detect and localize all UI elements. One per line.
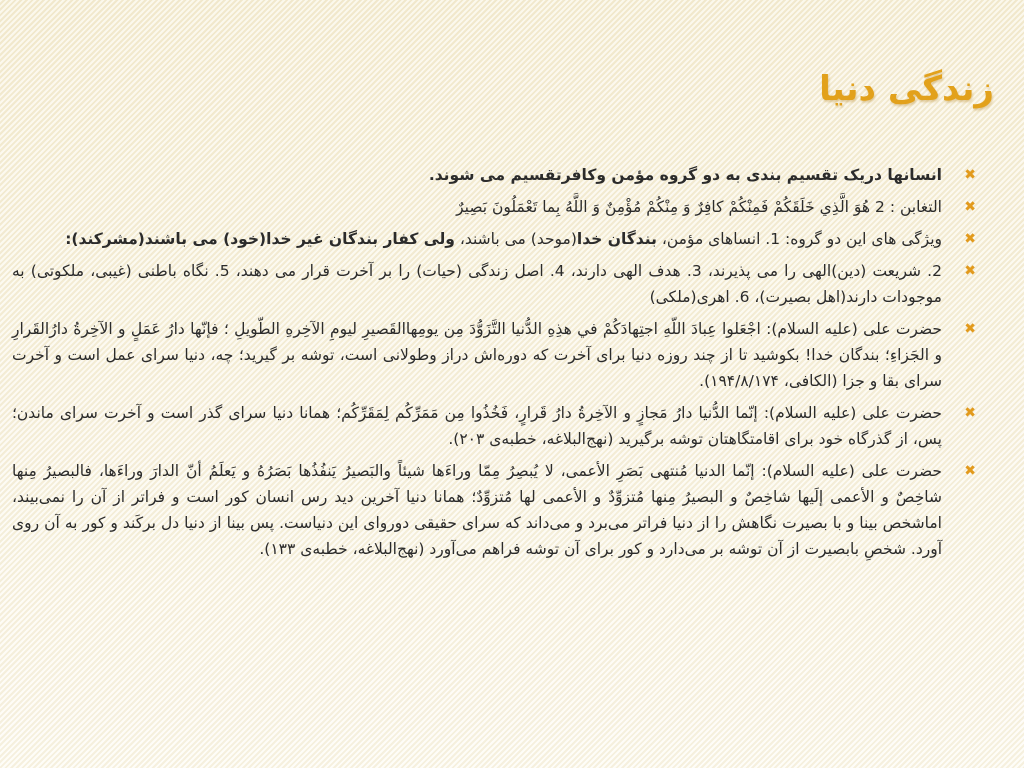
bullet-text-part: ویژگی های این دو گروه: 1. انساهای مؤمن،: [656, 230, 942, 248]
bullet-item-6: [12, 400, 976, 452]
x-mark-icon: ✖: [964, 463, 976, 479]
bullet-text: التغابن : 2 هُوَ الَّذِي خَلَقَكُمْ فَمِنْكُمْ كافِرٌ وَ مِنْكُمْ مُؤْمِنٌ وَ اللَّهُ بِما تَعْمَلُونَ بَصِيرٌ: [456, 198, 942, 216]
slide-content: [12, 162, 976, 568]
x-mark-icon: ✖: [964, 199, 976, 215]
x-mark-icon: ✖: [964, 167, 976, 183]
x-mark-icon: ✖: [964, 263, 976, 279]
x-mark-icon: ✖: [964, 231, 976, 247]
bullet-text: حضرت علی (علیه السلام): اجْعَلوا عِبادَ اللّهِ اجتِهادَكُمْ في هذِهِ الدُّنيا التَّزَوُّدَ مِن يومِهاالقَصيرِ ليومِ الآخِرهِ الطّويلِ ؛ فإنّها دارُ عَمَلٍ و الآخِرةُ دارُالقَرارِ و الجَزاءِ؛ بندگان خدا! بکوشید تا از چند روزه دنیا برای آخرت که دوره‌اش دراز وطولانی است، توشه بر گیرید؛ چه، دنیا سرای عمل است و آخرت سرای بقا و جزا (الکافی، ۱۹۴/۸/۱۷۴).: [12, 320, 942, 390]
bullet-text-bold: بندگان خدا: [576, 230, 657, 248]
bullet-item-1: [12, 162, 976, 188]
bullet-item-5: [12, 316, 976, 394]
bullet-text-part: (موحد) می باشند،: [454, 230, 577, 248]
bullet-text: 2. شریعت (دین)الهی را می پذیرند، 3. هدف الهی دارند، 4. اصل زندگی (حیات) را بر آخرت قرار می دهند، 5. نگاه باطنی (غیبی، ملکوتی) به موجودات دارند(اهل بصیرت)، 6. اهری(ملکی): [12, 262, 942, 306]
bullet-item-7: [12, 458, 976, 562]
bullet-text: انسانها دریک تقسیم بندی به دو گروه مؤمن وکافرتقسیم می شوند.: [428, 166, 942, 184]
x-mark-icon: ✖: [964, 321, 976, 337]
bullet-list: [12, 162, 976, 562]
bullet-text: حضرت على (عليه السلام): إنّما الدنيا مُنتهى بَصَرِ الأعمى، لا يُبصِرُ مِمّا وراءَها شيئاً والبَصيرُ يَنفُذُها بَصَرُهُ و يَعلَمُ أنّ الدارَ وراءَها، فالبصيرُ مِنها شاخِصٌ و الأعمى إلَيها شاخِصٌ و البصيرُ مِنها مُتزوِّدٌ و الأعمى لها مُتزوِّدٌ؛ همانا دنیا آخرین دید رس انسان کور است و فراتر از آن را نمی‌بیند، اماشخص بینا و با بصیرت نگاهش را از دنیا فراتر می‌برد و می‌داند که سرای حقیقی دوروای این دنیاست. پس بینا از دنیا دل برکَند و کور به آن روی آورد. شخصِ بابصیرت از آن توشه بر می‌دارد و کور برای آن توشه فراهم می‌آورد (نهج‌البلاغه، خطبه‌ی ۱۳۳).: [12, 462, 942, 558]
bullet-text: حضرت على (عليه السلام): إنّما الدُّنيا دارُ مَجازٍ و الآخِرةُ دارُ قَرارٍ، فَخُذُوا مِن مَمَرِّكُم لِمَقَرِّكُم؛ همانا دنيا سرای گذر است و آخرت سرای ماندن؛ پس، از گذرگاه خود برای اقامتگاهتان توشه برگيريد (نهج‌البلاغه، خطبه‌ی ۲۰۳).: [12, 404, 942, 448]
bullet-item-4: [12, 258, 976, 310]
slide-title: زندگی دنیا: [819, 69, 994, 109]
bullet-text-bold: ولی کفار بندگان غیر خدا(خود) می باشند(مشرکند):: [65, 230, 455, 248]
bullet-item-3: [12, 226, 976, 252]
x-mark-icon: ✖: [964, 405, 976, 421]
bullet-item-2: [12, 194, 976, 220]
